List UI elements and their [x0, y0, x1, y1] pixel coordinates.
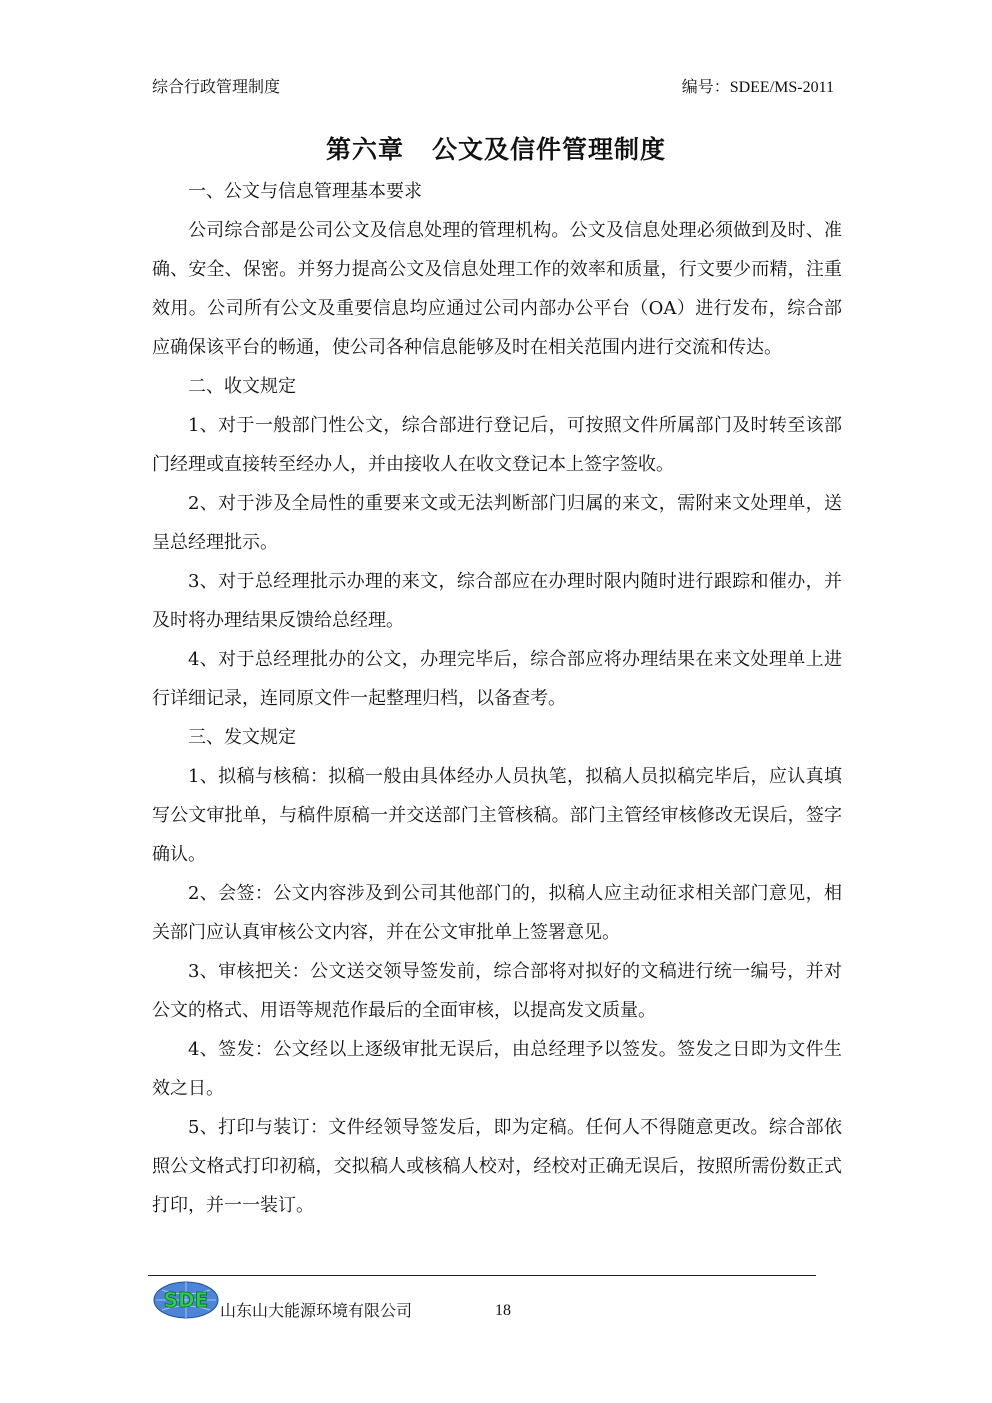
header-doc-title: 综合行政管理制度: [152, 77, 281, 96]
paragraph: 3、审核把关：公文送交领导签发前，综合部将对拟好的文稿进行统一编号，并对公文的格式、用语等规范作最后的全面审核，以提高发文质量。: [152, 961, 842, 1021]
page-number: 18: [495, 1302, 511, 1319]
svg-text:SDE: SDE: [163, 1288, 209, 1312]
company-logo: [152, 1280, 220, 1320]
paragraph: 4、签发：公文经以上逐级审批无误后，由总经理予以签发。签发之日即为文件生效之日。: [152, 1039, 842, 1099]
header-doc-number: 编号：SDEE/MS-2011: [681, 79, 834, 96]
chapter-name: 公文及信件管理制度: [432, 135, 667, 164]
paragraph: 5、打印与装订：文件经领导签发后，即为定稿。任何人不得随意更改。综合部依照公文格式打印初稿，交拟稿人或核稿人校对，经校对正确无误后，按照所需份数正式打印，并一一装订。: [152, 1117, 842, 1216]
paragraph: 2、对于涉及全局性的重要来文或无法判断部门归属的来文，需附来文处理单，送呈总经理批示。: [152, 493, 842, 553]
chapter-number: 第六章: [325, 135, 404, 164]
section-heading: 三、发文规定: [188, 727, 296, 748]
chapter-title: [0, 130, 992, 166]
section-heading: 二、收文规定: [188, 376, 296, 397]
paragraph: 3、对于总经理批示办理的来文，综合部应在办理时限内随时进行跟踪和催办，并及时将办理结果反馈给总经理。: [152, 571, 842, 631]
paragraph: 1、拟稿与核稿：拟稿一般由具体经办人员执笔，拟稿人员拟稿完毕后，应认真填写公文审批单，与稿件原稿一并交送部门主管核稿。部门主管经审核修改无误后，签字确认。: [152, 766, 842, 865]
footer-company-name: 山东山大能源环境有限公司: [220, 1301, 413, 1320]
paragraph: 1、对于一般部门性公文，综合部进行登记后，可按照文件所属部门及时转至该部门经理或直接转至经办人，并由接收人在收文登记本上签字签收。: [152, 415, 842, 475]
section-heading: 一、公文与信息管理基本要求: [188, 181, 422, 202]
paragraph: 2、会签：公文内容涉及到公司其他部门的，拟稿人应主动征求相关部门意见，相关部门应认真审核公文内容，并在公文审批单上签署意见。: [152, 883, 842, 943]
document-body: [152, 172, 842, 1225]
paragraph: 公司综合部是公司公文及信息处理的管理机构。公文及信息处理必须做到及时、准确、安全、保密。并努力提高公文及信息处理工作的效率和质量，行文要少而精，注重效用。公司所有公文及重要信息均应通过公司内部办公平台（OA）进行发布，综合部应确保该平台的畅通，使公司各种信息能够及时在相关范围内进行交流和传达。: [152, 220, 842, 358]
paragraph: 4、对于总经理批办的公文，办理完毕后，综合部应将办理结果在来文处理单上进行详细记录，连同原文件一起整理归档，以备查考。: [152, 649, 842, 709]
footer-divider: [148, 1275, 816, 1276]
